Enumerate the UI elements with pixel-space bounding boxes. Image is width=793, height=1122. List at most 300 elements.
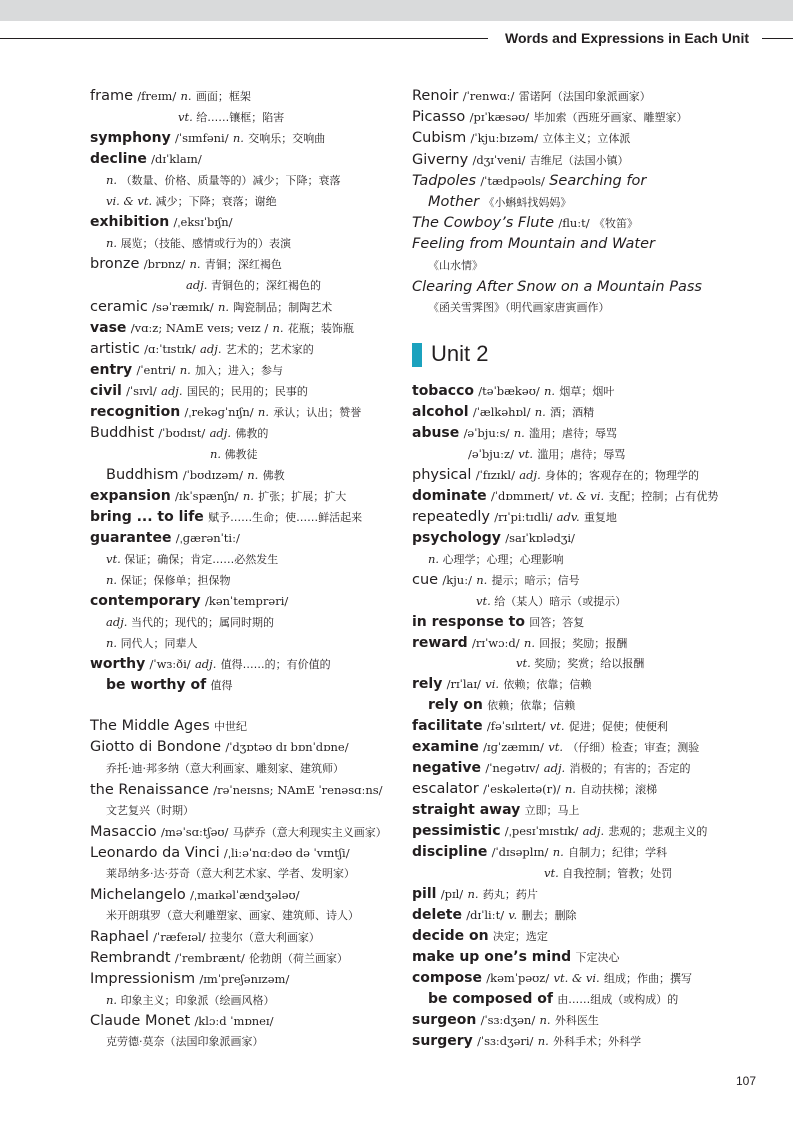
glossary-entry <box>428 192 571 212</box>
glossary-entry <box>412 234 655 254</box>
part-of-speech: adj. <box>200 342 222 356</box>
headword: Michelangelo <box>90 887 186 903</box>
chinese-definition: 佛教徒 <box>224 448 258 461</box>
glossary-subline <box>106 864 355 884</box>
glossary-entry <box>412 968 692 988</box>
headword: Buddhist <box>90 425 155 441</box>
glossary-subline <box>106 1032 264 1052</box>
phonetic: /ˈsɜːdʒəri/ <box>477 1034 534 1048</box>
chinese-definition: 删去；删除 <box>521 909 577 922</box>
phonetic: /saɪˈkɒlədʒi/ <box>505 531 575 545</box>
part-of-speech: n. <box>523 636 535 650</box>
phonetic: /ɪmˈpreʃənɪzəm/ <box>199 972 290 986</box>
glossary-entry <box>412 842 667 862</box>
chinese-definition: 马萨乔（意大利现实主义画家） <box>232 826 387 839</box>
phonetic: /fluːt/ <box>558 216 590 230</box>
glossary-entry <box>412 86 651 106</box>
glossary-entry <box>412 926 548 946</box>
glossary-entry <box>90 318 354 338</box>
chinese-definition: 伦勃朗（荷兰画家） <box>249 952 349 965</box>
phonetic: /ˈsɪvl/ <box>126 384 157 398</box>
headword: Clearing After Snow on a Mountain Pass <box>412 279 702 295</box>
headword: decline <box>90 151 147 167</box>
headword: make up one’s mind <box>412 949 572 965</box>
glossary-entry <box>90 423 268 443</box>
glossary-entry <box>412 947 619 967</box>
headword: straight away <box>412 802 521 818</box>
chinese-definition: 支配；控制；占有优势 <box>608 490 719 503</box>
chinese-definition: 决定；选定 <box>492 930 548 943</box>
chinese-definition: 克劳德·莫奈（法国印象派画家） <box>106 1035 264 1048</box>
page-number: 107 <box>736 1074 757 1088</box>
headword: Claude Monet <box>90 1013 191 1029</box>
glossary-entry <box>106 675 233 695</box>
headword: the Renaissance <box>90 782 209 798</box>
chinese-definition: 《函关雪霁图》（明代画家唐寅画作） <box>428 301 610 314</box>
glossary-subline <box>428 298 610 318</box>
chinese-definition: 文艺复兴（时期） <box>106 804 194 817</box>
phonetic: /rəˈneɪsns; NAmE ˈrenəsɑːns/ <box>213 783 383 797</box>
header-rule-left <box>0 38 488 39</box>
glossary-subline <box>106 233 291 253</box>
glossary-entry <box>412 1031 641 1051</box>
chinese-definition: 赋予……生命；使……鲜活起来 <box>208 511 363 524</box>
chinese-definition: 佛教 <box>262 469 285 482</box>
glossary-entry <box>412 905 577 925</box>
glossary-entry <box>412 128 630 148</box>
chinese-definition: 提示；暗示；信号 <box>491 574 580 587</box>
headword: surgeon <box>412 1012 477 1028</box>
part-of-speech: vt. <box>518 447 534 461</box>
phonetic: /ˌpesɪˈmɪstɪk/ <box>504 824 579 838</box>
part-of-speech: vt. <box>106 552 121 566</box>
part-of-speech: n. <box>242 489 254 503</box>
headword: civil <box>90 383 122 399</box>
headword: The Cowboy’s Flute <box>412 215 555 231</box>
glossary-subline <box>428 549 564 569</box>
chinese-definition: 《山水情》 <box>428 259 483 272</box>
headword: The Middle Ages <box>90 718 210 734</box>
headword: artistic <box>90 341 140 357</box>
glossary-entry <box>412 465 699 485</box>
phonetic: /freɪm/ <box>137 89 177 103</box>
headword: compose <box>412 970 482 986</box>
phonetic: /ˈentri/ <box>136 363 176 377</box>
headword: surgery <box>412 1033 473 1049</box>
glossary-entry <box>90 927 320 947</box>
part-of-speech: n. <box>106 993 118 1007</box>
headword: Raphael <box>90 929 149 945</box>
glossary-entry <box>90 212 232 232</box>
chinese-definition: 毕加索（西班牙画家、雕塑家） <box>533 111 688 124</box>
part-of-speech: n. <box>247 468 259 482</box>
part-of-speech: adj. <box>519 468 541 482</box>
glossary-entry <box>412 674 591 694</box>
headword: Buddhism <box>106 467 179 483</box>
part-of-speech: n. <box>544 384 556 398</box>
phonetic: /ˈneɡətɪv/ <box>485 761 540 775</box>
chinese-definition: 承认；认出；赞誉 <box>273 406 362 419</box>
glossary-subline <box>476 591 626 611</box>
part-of-speech: n. <box>552 845 564 859</box>
glossary-subline <box>106 990 275 1010</box>
chinese-definition: 滥用；虐待；辱骂 <box>529 427 618 440</box>
glossary-entry <box>90 339 314 359</box>
part-of-speech: vt. & vi. <box>553 971 600 985</box>
part-of-speech: vi. <box>485 677 500 691</box>
headword: dominate <box>412 488 487 504</box>
chinese-definition: 国民的；民用的；民事的 <box>186 385 308 398</box>
part-of-speech: n. <box>272 321 284 335</box>
glossary-entry <box>90 149 202 169</box>
glossary-entry <box>90 716 247 736</box>
headword: Tadpoles <box>412 173 477 189</box>
chinese-definition: 奖励；奖赏；给以报酬 <box>534 657 645 670</box>
part-of-speech: n. <box>210 447 222 461</box>
chinese-definition: （仔细）检查；审查；测验 <box>567 741 700 754</box>
part-of-speech: vt. <box>549 719 565 733</box>
headword: be composed of <box>428 991 553 1007</box>
part-of-speech: n. <box>180 89 192 103</box>
phonetic: /əˈbjuːs/ <box>463 426 510 440</box>
chinese-definition: 自制力；纪律；学科 <box>568 846 668 859</box>
phonetic: /ˌmaɪkəlˈændʒələʊ/ <box>190 888 300 902</box>
phonetic: /vɑːz; NAmE veɪs; veɪz / <box>130 321 269 335</box>
headword: reward <box>412 635 468 651</box>
chinese-definition: 青铜色的；深红褐色的 <box>210 279 321 292</box>
glossary-entry <box>412 1010 599 1030</box>
headword: Giotto di Bondone <box>90 739 222 755</box>
chinese-definition: 扩张；扩展；扩大 <box>258 490 347 503</box>
chinese-definition: 药丸；药片 <box>482 888 538 901</box>
phonetic: /pɪl/ <box>440 887 464 901</box>
phonetic: /məˈsɑːtʃəʊ/ <box>160 825 229 839</box>
phonetic: /ˈtædpəʊls/ <box>480 174 545 188</box>
glossary-entry <box>412 171 646 191</box>
headword: alcohol <box>412 404 469 420</box>
phonetic: /ˌrekəɡˈnɪʃn/ <box>184 405 254 419</box>
glossary-subline <box>106 549 278 569</box>
headword: pill <box>412 886 437 902</box>
headword: bronze <box>90 256 140 272</box>
glossary-entry <box>412 528 575 548</box>
chinese-definition: 保证；确保；肯定……必然发生 <box>124 553 279 566</box>
chinese-definition: 滥用；虐待；辱骂 <box>537 448 626 461</box>
phonetic: /ˈdɒmɪneɪt/ <box>490 489 554 503</box>
glossary-entry <box>412 884 538 904</box>
chinese-definition: 值得……的；有价值的 <box>220 658 331 671</box>
headword: Mother <box>428 194 480 210</box>
chinese-definition: 下定决心 <box>575 951 620 964</box>
part-of-speech: n. <box>467 887 479 901</box>
part-of-speech: vt. <box>516 656 531 670</box>
chinese-definition: 《小蝌蚪找妈妈》 <box>483 196 572 209</box>
glossary-subline <box>186 275 321 295</box>
part-of-speech: n. <box>106 636 118 650</box>
chinese-definition: 雷诺阿（法国印象派画家） <box>518 90 651 103</box>
glossary-entry <box>412 486 718 506</box>
phonetic: /ˈdʒɒtəʊ dɪ bɒnˈdɒne/ <box>225 740 349 754</box>
glossary-entry <box>412 423 617 443</box>
headword: frame <box>90 88 133 104</box>
phonetic: /dʒɪˈveni/ <box>472 153 526 167</box>
headword: discipline <box>412 844 488 860</box>
phonetic: /ɪɡˈzæmɪn/ <box>483 740 544 754</box>
chinese-definition: 回答；答复 <box>529 616 585 629</box>
headword: tobacco <box>412 383 474 399</box>
headword: recognition <box>90 404 181 420</box>
glossary-entry <box>90 1011 273 1031</box>
chinese-definition: 陶瓷制品；制陶艺术 <box>233 301 333 314</box>
headword: be worthy of <box>106 677 207 693</box>
headword: vase <box>90 320 127 336</box>
headword-continued: Searching for <box>549 173 647 189</box>
phonetic: /ˌɡærənˈtiː/ <box>175 531 240 545</box>
part-of-speech: n. <box>106 236 118 250</box>
phonetic: /dɪˈliːt/ <box>466 908 505 922</box>
glossary-entry <box>428 695 575 715</box>
chinese-definition: 自动扶梯；滚梯 <box>580 783 658 796</box>
glossary-entry <box>412 150 629 170</box>
phonetic: /ˈfɪzɪkl/ <box>475 468 515 482</box>
phonetic: /ˈsɜːdʒən/ <box>480 1013 536 1027</box>
part-of-speech: adj. <box>194 657 217 671</box>
chinese-definition: 依赖；依靠；信赖 <box>487 699 576 712</box>
chinese-definition: 印象主义；印象派（绘画风格） <box>120 994 275 1007</box>
headword: abuse <box>412 425 460 441</box>
headword: worthy <box>90 656 146 672</box>
chinese-definition: 加入；进入；参与 <box>195 364 284 377</box>
glossary-entry <box>90 381 308 401</box>
chinese-definition: 身体的；客观存在的；物理学的 <box>545 469 700 482</box>
phonetic: /kəmˈpəʊz/ <box>486 971 550 985</box>
glossary-subline <box>106 633 198 653</box>
phonetic: /fəˈsɪlɪteɪt/ <box>486 719 546 733</box>
headword: cue <box>412 572 439 588</box>
part-of-speech: vt. <box>548 740 564 754</box>
unit-heading-bar <box>412 343 422 367</box>
part-of-speech: n. <box>476 573 488 587</box>
chinese-definition: 画面；框架 <box>195 90 251 103</box>
headword: Feeling from Mountain and Water <box>412 236 655 252</box>
headword: examine <box>412 739 479 755</box>
glossary-entry <box>90 780 383 800</box>
part-of-speech: n. <box>232 131 244 145</box>
part-of-speech: vt. <box>178 110 193 124</box>
glossary-entry <box>412 612 584 632</box>
phonetic: /əˈbjuːz/ <box>468 447 514 461</box>
headword: psychology <box>412 530 501 546</box>
headword: rely on <box>428 697 483 713</box>
glossary-entry <box>90 86 251 106</box>
headword: delete <box>412 907 462 923</box>
part-of-speech: adj. <box>186 278 208 292</box>
glossary-entry <box>90 128 325 148</box>
chinese-definition: 佛教的 <box>235 427 269 440</box>
phonetic: /ɑːˈtɪstɪk/ <box>144 342 196 356</box>
headword: pessimistic <box>412 823 501 839</box>
headword: Cubism <box>412 130 467 146</box>
phonetic: /brɒnz/ <box>143 257 186 271</box>
part-of-speech: adv. <box>556 510 580 524</box>
glossary-entry <box>90 948 348 968</box>
glossary-subline <box>106 191 277 211</box>
glossary-subline <box>428 256 483 276</box>
headword: ceramic <box>90 299 148 315</box>
phonetic: /ˈwɜːði/ <box>149 657 191 671</box>
phonetic: /kənˈtemprəri/ <box>204 594 289 608</box>
headword: decide on <box>412 928 489 944</box>
part-of-speech: adj. <box>582 824 605 838</box>
headword: contemporary <box>90 593 201 609</box>
part-of-speech: adj. <box>209 426 232 440</box>
headword: Picasso <box>412 109 466 125</box>
chinese-definition: 重复地 <box>583 511 617 524</box>
phonetic: /pɪˈkæsəʊ/ <box>469 110 530 124</box>
phonetic: /təˈbækəʊ/ <box>478 384 540 398</box>
headword: expansion <box>90 488 171 504</box>
part-of-speech: n. <box>513 426 525 440</box>
phonetic: /ˈeskəleɪtə(r)/ <box>483 782 561 796</box>
glossary-subline <box>468 444 625 464</box>
part-of-speech: vi. & vt. <box>106 194 153 208</box>
glossary-entry <box>412 402 594 422</box>
chinese-definition: 展览；（技能、感情或行为的）表演 <box>120 237 292 250</box>
glossary-entry <box>412 779 657 799</box>
phonetic: /ɪkˈspænʃn/ <box>174 489 239 503</box>
part-of-speech: vt. <box>476 594 491 608</box>
headword: repeatedly <box>412 509 490 525</box>
headword: symphony <box>90 130 171 146</box>
headword: guarantee <box>90 530 172 546</box>
chinese-definition: 值得 <box>210 679 233 692</box>
headword: Renoir <box>412 88 459 104</box>
glossary-entry <box>90 843 350 863</box>
headword: Masaccio <box>90 824 157 840</box>
glossary-entry <box>90 885 300 905</box>
part-of-speech: adj. <box>543 761 566 775</box>
glossary-subline <box>106 801 194 821</box>
headword: Rembrandt <box>90 950 171 966</box>
glossary-entry <box>106 465 285 485</box>
headword: exhibition <box>90 214 170 230</box>
phonetic: /ˈbʊdɪzəm/ <box>182 468 243 482</box>
headword: bring ... to life <box>90 509 204 525</box>
glossary-entry <box>90 969 289 989</box>
phonetic: /ˈbʊdɪst/ <box>158 426 206 440</box>
glossary-entry <box>90 507 362 527</box>
chinese-definition: 拉斐尔（意大利画家） <box>209 931 320 944</box>
glossary-entry <box>428 989 678 1009</box>
chinese-definition: 悲观的；悲观主义的 <box>608 825 708 838</box>
glossary-entry <box>90 591 288 611</box>
glossary-subline <box>516 653 644 673</box>
glossary-entry <box>412 800 580 820</box>
chinese-definition: 酒；酒精 <box>550 406 595 419</box>
chinese-definition: 消极的；有害的；否定的 <box>569 762 691 775</box>
chinese-definition: 由……组成（或构成）的 <box>557 993 679 1006</box>
phonetic: /rɪˈwɔːd/ <box>472 636 520 650</box>
glossary-entry <box>90 528 240 548</box>
glossary-subline <box>178 107 284 127</box>
part-of-speech: n. <box>534 405 546 419</box>
glossary-entry <box>90 402 361 422</box>
part-of-speech: adj. <box>106 615 128 629</box>
headword: in response to <box>412 614 525 630</box>
chinese-definition: 心理学；心理；心理影响 <box>442 553 564 566</box>
headword: entry <box>90 362 133 378</box>
chinese-definition: 依赖；依靠；信赖 <box>503 678 592 691</box>
glossary-entry <box>412 213 638 233</box>
glossary-entry <box>90 737 349 757</box>
glossary-entry <box>90 297 332 317</box>
chinese-definition: 烟草；烟叶 <box>559 385 615 398</box>
glossary-subline <box>210 444 258 464</box>
part-of-speech: n. <box>564 782 576 796</box>
chinese-definition: 花瓶；装饰瓶 <box>287 322 354 335</box>
glossary-entry <box>412 277 702 297</box>
chinese-definition: 交响乐；交响曲 <box>248 132 326 145</box>
chinese-definition: 外科手术；外科学 <box>553 1035 642 1048</box>
glossary-subline <box>106 170 341 190</box>
headword: rely <box>412 676 443 692</box>
glossary-entry <box>412 716 668 736</box>
phonetic: /klɔːd ˈmɒneɪ/ <box>194 1014 274 1028</box>
headword: facilitate <box>412 718 483 734</box>
glossary-subline <box>106 759 344 779</box>
glossary-entry <box>90 360 283 380</box>
chinese-definition: 青铜；深红褐色 <box>204 258 282 271</box>
part-of-speech: n. <box>179 363 191 377</box>
chinese-definition: 莱昂纳多·达·芬奇（意大利艺术家、学者、发明家） <box>106 867 355 880</box>
chinese-definition: 回报；奖励；报酬 <box>539 637 628 650</box>
phonetic: /ˈrenwɑː/ <box>462 89 515 103</box>
glossary-entry <box>412 737 699 757</box>
phonetic: /ˈkjuːbɪzəm/ <box>470 131 539 145</box>
glossary-subline <box>544 863 672 883</box>
chinese-definition: 同代人；同辈人 <box>120 637 198 650</box>
glossary-entry <box>412 107 687 127</box>
chinese-definition: 组成；作曲；撰写 <box>603 972 692 985</box>
phonetic: /ˈdɪsəplɪn/ <box>491 845 549 859</box>
phonetic: /səˈræmɪk/ <box>152 300 214 314</box>
glossary-entry <box>90 822 387 842</box>
part-of-speech: n. <box>189 257 201 271</box>
chinese-definition: 米开朗琪罗（意大利雕塑家、画家、建筑师、诗人） <box>106 909 359 922</box>
glossary-entry <box>90 486 346 506</box>
phonetic: /rɪˈlaɪ/ <box>446 677 481 691</box>
chinese-definition: 《牧笛》 <box>593 217 638 230</box>
part-of-speech: n. <box>217 300 230 314</box>
header-rule-right <box>762 38 793 39</box>
headword: Impressionism <box>90 971 196 987</box>
chinese-definition: 保证；保修单；担保物 <box>120 574 231 587</box>
chinese-definition: 当代的；现代的；属同时期的 <box>130 616 274 629</box>
headword: negative <box>412 760 482 776</box>
glossary-entry <box>90 654 331 674</box>
part-of-speech: vt. & vi. <box>557 489 605 503</box>
phonetic: /ˈrembrænt/ <box>174 951 245 965</box>
chinese-definition: 乔托·迪·邦多纳（意大利画家、雕刻家、建筑师） <box>106 762 344 775</box>
phonetic: /ˈælkəhɒl/ <box>472 405 531 419</box>
headword: Giverny <box>412 152 469 168</box>
chinese-definition: 自我控制；管教；处罚 <box>562 867 673 880</box>
glossary-entry <box>412 633 627 653</box>
chinese-definition: （数量、价格、质量等的）减少；下降；衰落 <box>120 174 341 187</box>
part-of-speech: n. <box>539 1013 551 1027</box>
glossary-entry <box>412 507 617 527</box>
chinese-definition: 减少；下降；衰落；谢绝 <box>155 195 277 208</box>
